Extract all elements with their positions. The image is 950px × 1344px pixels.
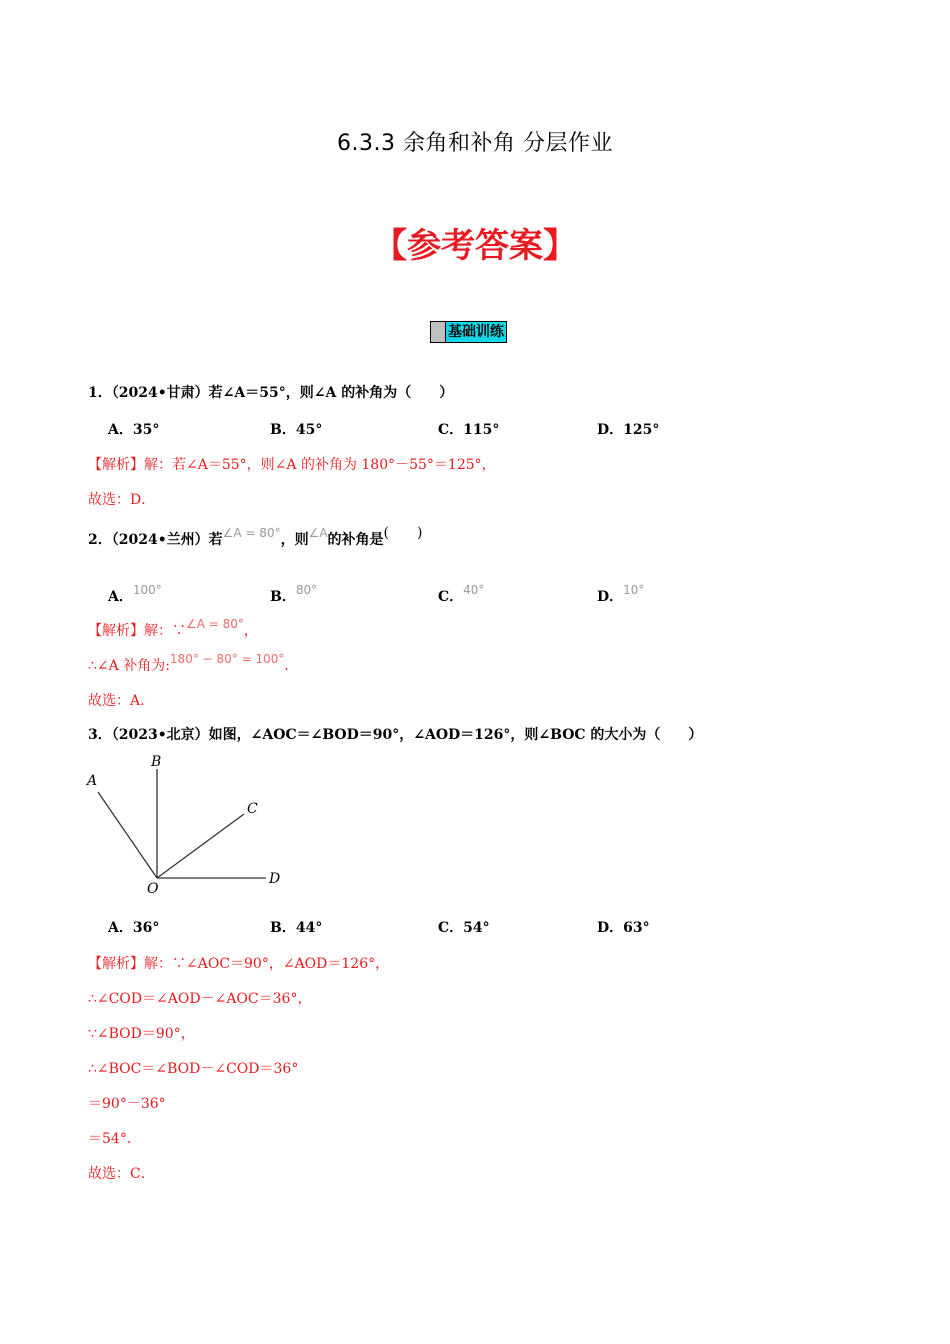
q2-paren: ( ) — [383, 525, 423, 541]
q3-option-a: A．36° — [108, 920, 160, 936]
q2-analysis-comma: ， — [243, 623, 258, 639]
section-header — [430, 321, 507, 343]
q3-analysis-line: ＝54°． — [88, 1131, 141, 1147]
q2-mid: ，则 — [280, 532, 309, 548]
answer-key-heading: 【参考答案】 — [373, 226, 577, 266]
label-a: A — [87, 773, 98, 789]
q3-choice: 故选：C． — [88, 1166, 155, 1182]
section-label: 基础训练 — [448, 324, 504, 340]
document-title: 6.3.3 余角和补角 分层作业 — [337, 131, 613, 156]
q2-prefix: 2．（2024•兰州）若 — [88, 532, 223, 548]
q2-angle: ∠A — [308, 526, 328, 540]
question-2 — [88, 525, 423, 549]
q2-condition: ∠A = 80° — [222, 526, 281, 540]
label-b: B — [151, 754, 162, 770]
q2-analysis-condition: ∠A = 80° — [186, 617, 244, 631]
q3-analysis-line: ∴∠COD＝∠AOD－∠AOC＝36°， — [88, 991, 312, 1007]
q2-option-b-value: 80° — [295, 583, 318, 597]
angle-figure — [84, 752, 294, 897]
q2-option-a — [108, 583, 162, 606]
q2-line2-prefix: ∴∠A 补角为: — [88, 658, 170, 674]
q2-option-a-value: 100° — [132, 583, 162, 597]
q2-analysis-prefix: 【解析】解：∵ — [88, 623, 186, 639]
q3-analysis-line: ∵∠BOD＝90°， — [88, 1026, 195, 1042]
q2-line2-end: ． — [284, 658, 299, 674]
q3-option-c: C．54° — [438, 920, 490, 936]
q3-option-d: D．63° — [597, 920, 650, 936]
q1-option-d: D．125° — [597, 422, 660, 438]
q2-option-d — [597, 583, 645, 606]
q2-option-b — [270, 583, 318, 606]
q2-analysis — [88, 617, 258, 640]
label-o: O — [147, 881, 159, 897]
q1-option-a: A．35° — [108, 422, 160, 438]
q3-analysis-line: 【解析】解：∵∠AOC＝90°，∠AOD＝126°， — [88, 956, 390, 972]
q2-suffix: 的补角是 — [327, 532, 384, 548]
question-3: 3．（2023•北京）如图，∠AOC＝∠BOD＝90°，∠AOD＝126°，则∠BOC 的大小为（ ） — [88, 727, 703, 743]
q1-option-c: C．115° — [438, 422, 500, 438]
ray-oc — [157, 814, 244, 878]
q2-line2-expression: 180° − 80° = 100° — [169, 652, 285, 666]
q1-analysis: 【解析】解：若∠A＝55°，则∠A 的补角为 180°－55°＝125°， — [88, 457, 496, 473]
section-marker — [431, 322, 446, 342]
label-c: C — [247, 801, 258, 817]
q2-option-c-letter: C． — [438, 589, 464, 605]
q1-choice: 故选：D． — [88, 492, 156, 508]
q2-option-d-letter: D． — [597, 589, 624, 605]
q2-analysis-line2 — [88, 652, 299, 675]
q2-option-a-letter: A． — [108, 589, 133, 605]
q2-option-d-value: 10° — [623, 583, 645, 597]
q3-analysis-line: ＝90°－36° — [88, 1096, 166, 1112]
label-d: D — [269, 871, 281, 887]
q2-choice: 故选：A． — [88, 693, 155, 709]
q2-option-c — [438, 583, 485, 606]
q2-option-c-value: 40° — [463, 583, 485, 597]
ray-oa — [98, 792, 157, 878]
question-1: 1．（2024•甘肃）若∠A＝55°，则∠A 的补角为（ ） — [88, 385, 454, 401]
q3-option-b: B．44° — [270, 920, 323, 936]
q1-option-b: B．45° — [270, 422, 323, 438]
q3-analysis-line: ∴∠BOC＝∠BOD－∠COD＝36° — [88, 1061, 299, 1077]
q2-option-b-letter: B． — [270, 589, 296, 605]
